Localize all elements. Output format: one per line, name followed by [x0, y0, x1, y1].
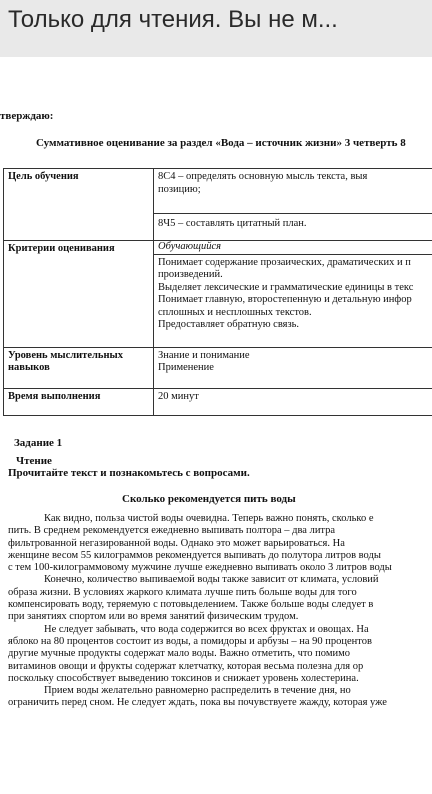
level-value: Применение: [158, 362, 214, 373]
table-row: [4, 169, 432, 214]
goal-label: Цель обучения: [4, 169, 154, 241]
table-row: [4, 388, 432, 415]
table-row: [4, 241, 432, 255]
instruction-text: Прочитайте текст и познакомьтесь с вопросами.: [8, 467, 250, 479]
goal-cell-2: 8Ч5 – составлять цитатный план.: [154, 214, 432, 241]
article-line: с тем 100-килограммовому мужчине лучше ежедневно выпивать около 3 литров воды: [8, 562, 392, 574]
article-line: Не следует забывать, что вода содержится во всех фруктах и овощах. На: [44, 623, 369, 635]
criteria-cell: [154, 254, 432, 347]
article-line: витаминов овощи и фрукты содержат клетчатку, которая весьма полезна для ор: [8, 660, 364, 672]
approval-label: тверждаю:: [0, 110, 54, 122]
criteria-label: Критерии оценивания: [4, 241, 154, 348]
time-label: Время выполнения: [4, 388, 154, 415]
goal-cell-1: [154, 169, 432, 214]
article-line: яблоко на 80 процентов состоит из воды, а помидоры и арбузы – на 90 процентов: [8, 635, 372, 647]
level-label-line2: навыков: [8, 362, 50, 373]
table-row: [4, 347, 432, 388]
read-only-banner: [0, 0, 432, 57]
level-value: Знание и понимание: [158, 349, 250, 361]
article-line: компенсировать воду, теряемую с потовыделением. Также больше воды следует в: [8, 599, 374, 611]
document-page: [0, 57, 432, 794]
assessment-table: [3, 168, 432, 416]
criteria-line: Выделяет лексические и грамматические единицы в текс: [158, 281, 414, 293]
goal-1-line1: 8С4 – определять основную мысль текста, выя: [158, 171, 368, 182]
article-line: ограничить перед сном. Не следует ждать, пока вы почувствуете жажду, которая уже: [8, 697, 387, 709]
goal-1-line2: позицию;: [158, 183, 201, 195]
criteria-line: произведений.: [158, 269, 223, 280]
task-title: Задание 1: [14, 437, 63, 449]
level-cell: [154, 347, 432, 388]
level-label: [4, 347, 154, 388]
level-label-line1: Уровень мыслительных: [8, 349, 123, 361]
article-line: Конечно, количество выпиваемой воды также зависит от климата, условий: [44, 574, 379, 586]
article-body: [8, 513, 432, 710]
article-line: Как видно, польза чистой воды очевидна. Теперь важно понять, сколько е: [44, 513, 374, 524]
article-line: Прием воды желательно равномерно распределить в течение дня, но: [44, 685, 351, 697]
criteria-line: Понимает содержание прозаических, драматических и п: [158, 256, 411, 268]
article-line: при занятиях спортом или во время занятий физическим трудом.: [8, 611, 299, 623]
section-reading: Чтение: [16, 455, 52, 467]
article-line: поскольку способствует выведению токсинов и снижает уровень холестерина.: [8, 672, 359, 684]
article-line: женщине весом 55 килограммов рекомендуется выпивать до полутора литров воды: [8, 549, 381, 561]
criteria-header: Обучающийся: [154, 241, 432, 255]
read-only-notice: Только для чтения. Вы не м...: [8, 6, 338, 33]
time-value: 20 минут: [154, 388, 432, 415]
criteria-line: Предоставляет обратную связь.: [158, 319, 300, 330]
document-heading: Суммативное оценивание за раздел «Вода – источник жизни» 3 четверть 8: [36, 137, 406, 149]
article-title: Сколько рекомендуется пить воды: [122, 493, 296, 505]
article-line: образа жизни. В условиях жаркого климата лучше пить больше воды для того: [8, 586, 357, 598]
article-line: фильтрованной негазированной воды. Однако это может варьироваться. На: [8, 537, 345, 549]
article-line: пить. В среднем рекомендуется ежедневно выпивать полтора – два литра: [8, 525, 336, 537]
criteria-line: Понимает главную, второстепенную и детальную инфор: [158, 294, 412, 305]
criteria-line: сплошных и несплошных текстов.: [158, 306, 312, 318]
article-line: другие мучные продукты содержат мало воды. Важно отметить, что помимо: [8, 648, 351, 660]
